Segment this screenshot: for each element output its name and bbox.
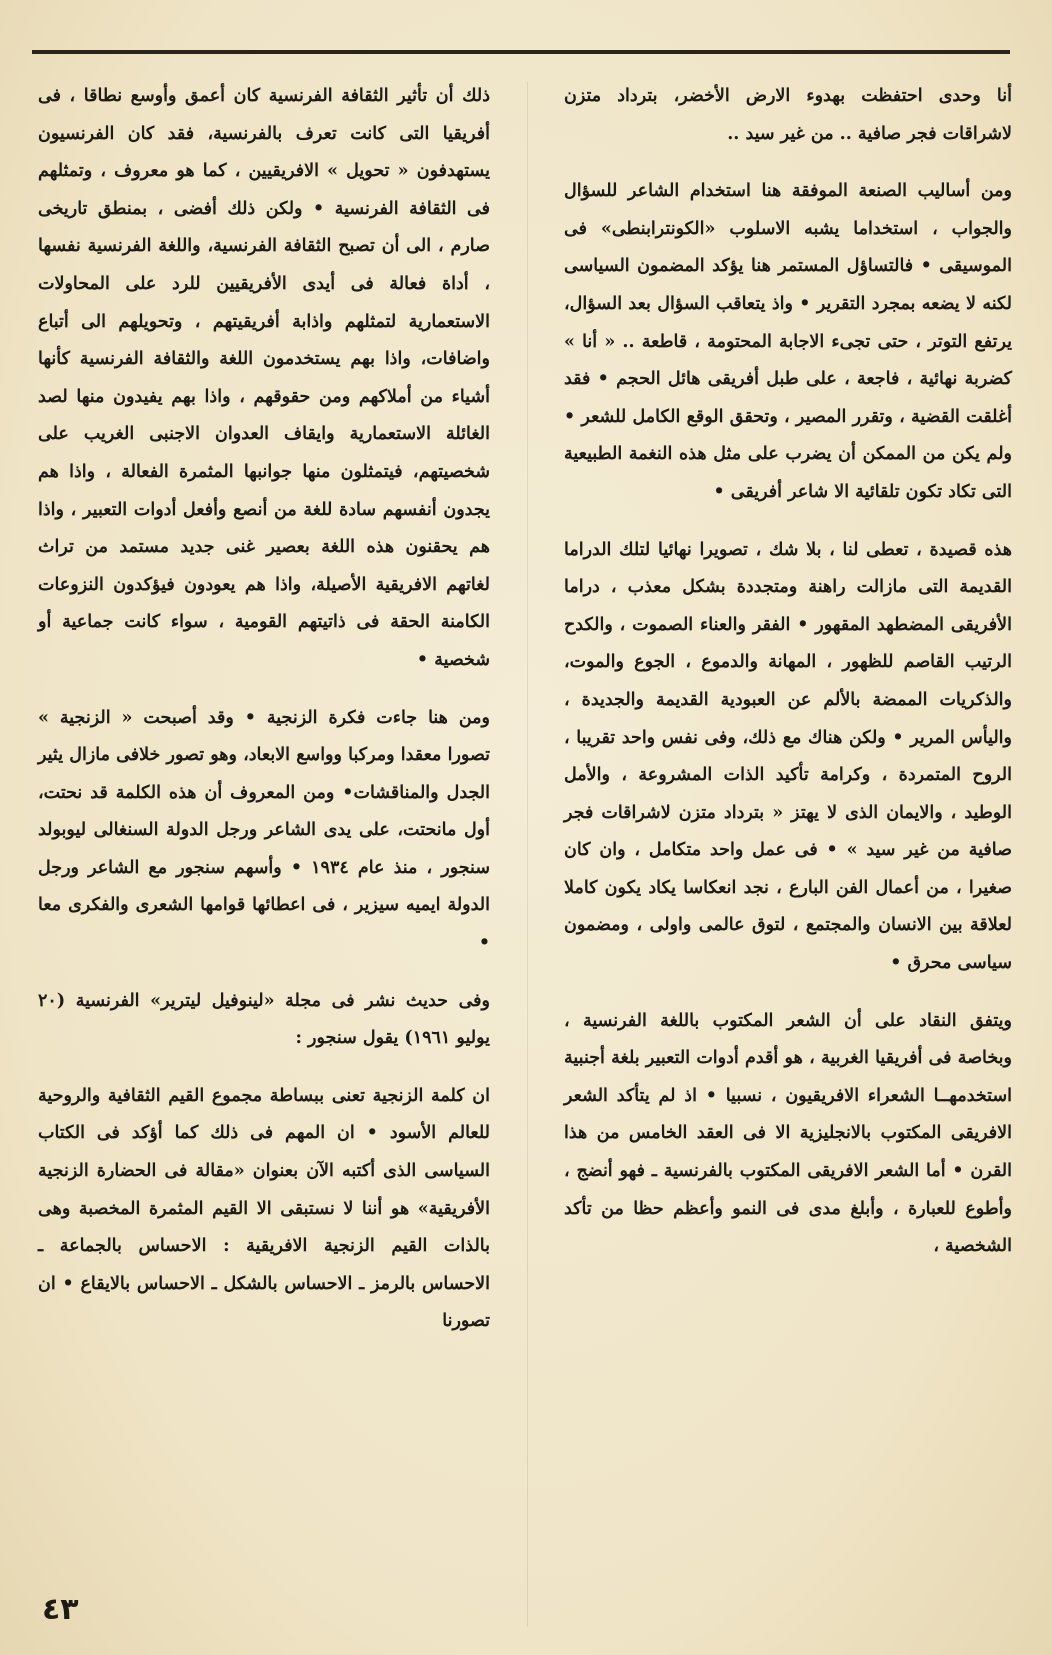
paragraph: ويتفق النقاد على أن الشعر المكتوب باللغة الفرنسية ، وبخاصة فى أفريقيا الغربية ، هو أقدم أدوات التعبير بلغة أجنبية استخدمهــا الشعراء الافريقيون ، نسبيا • اذ لم يتأكد الشعر الافريقى المكتوب بالانجليزية الا فى العقد الخامس من هذا القرن • أما الشعر الافريقى المكتوب بالفرنسية ـ فهو أنضج ، وأطوع للعبارة ، وأبلغ مدى فى النمو وأعظم حظا من تأكد الشخصية ، (564, 1010, 1012, 1257)
paragraph: ومن أساليب الصنعة الموفقة هنا استخدام الشاعر للسؤال والجواب ، استخداما يشبه الاسلوب «الكونترابنطى» فى الموسيقى • فالتساؤل المستمر هنا يؤكد المضمون السياسى لكنه لا يضعه بمجرد التقرير • واذ يتعاقب السؤال بعد السؤال، يرتفع التوتر ، حتى تجىء الاجابة المحتومة ، قاطعة .. « أنا » كضربة نهائية ، فاجعة ، على طبل أفريقى هائل الحجم • فقد أغلقت القضية ، وتقرر المصير ، وتحقق الوقع الكامل للشعر • ولم يكن من الممكن أن يضرب على مثل هذه النغمة الطبيعية التى تكاد تكون تلقائية الا شاعر أفريقى • (564, 181, 1012, 502)
paragraph: هذه قصيدة ، تعطى لنا ، بلا شك ، تصويرا نهائيا لتلك الدراما القديمة التى مازالت راهنة ومتجددة بشكل معذب ، دراما الأفريقى المضطهد المقهور • الفقر والعناء الصموت ، والكدح الرتيب القاصم للظهور ، المهانة والدموع ، الجوع والموت، والذكريات الممضة بالألم عن العبودية القديمة والجديدة ، واليأس المرير • ولكن هناك مع ذلك، وفى نفس واحد تقريبا ، الروح المتمردة ، وكرامة تأكيد الذات المشروعة ، والأمل الوطيد ، والايمان الذى لا يهتز « بترداد متزن لاشراقات فجر صافية من غير سيد » • فى عمل واحد متكامل ، وان كان صغيرا ، من أعمال الفن البارع ، نجد انعكاسا يكاد يكون كاملا لعلاقة بين الانسان والمجتمع ، لتوق عالمى واولى ، ومضمون سياسى محرق • (564, 539, 1012, 974)
paragraph: أنا وحدى احتفظت بهدوء الارض الأخضر، بترداد متزن لاشراقات فجر صافية .. من غير سيد .. (564, 86, 1012, 144)
paragraph: وفى حديث نشر فى مجلة «لينوفيل ليترير» الفرنسية (٢٠ يوليو ١٩٦١) يقول سنجور : (38, 990, 490, 1049)
paragraph: ان كلمة الزنجية تعنى ببساطة مجموع القيم الثقافية والروحية للعالم الأسود • ان المهم فى ذلك كما أؤكد فى الكتاب السياسى الذى أكتبه الآن بعنوان «مقالة فى الحضارة الزنجية الأفريقية» هو أننا لا نستبقى الا القيم المثمرة المخصبة وهى بالذات القيم الزنجية الافريقية : الاحساس بالجماعة ـ الاحساس بالرمز ـ الاحساس بالشكل ـ الاحساس بالايقاع • ان تصورنا (38, 1085, 490, 1332)
column-gutter (527, 82, 528, 1627)
paragraph: ومن هنا جاءت فكرة الزنجية • وقد أصبحت « الزنجية » تصورا معقدا ومركبا وواسع الابعاد، وهو تصور خلافى مازال يثير الجدل والمناقشات• ومن المعروف أن هذه الكلمة قد نحتت، أول مانحتت، على يدى الشاعر ورجل الدولة السنغالى ليوبولد سنجور ، منذ عام ١٩٣٤ • وأسهم سنجور مع الشاعر ورجل الدولة ايميه سيزير ، فى اعطائها قوامها الشعرى والفكرى معا • (38, 707, 490, 954)
page-number: ٤٣ (42, 1592, 79, 1627)
paragraph: ذلك أن تأثير الثقافة الفرنسية كان أعمق وأوسع نطاقا ، فى أفريقيا التى كانت تعرف بالفرنسية، فقد كان الفرنسيون يستهدفون « تحويل » الافريقيين ، كما هو معروف ، وتمثلهم فى الثقافة الفرنسية • ولكن ذلك أفضى ، بمنطق تاريخى صارم ، الى أن تصبح الثقافة الفرنسية، واللغة الفرنسية نفسها ، أداة فعالة فى أيدى الأفريقيين للرد على المحاولات الاستعمارية لتمثلهم واذابة أفريقيتهم ، وتحويلهم الى أتباع واضافات، واذا بهم يستخدمون اللغة والثقافة الفرنسية كأنها أشياء من أملاكهم ومن حقوقهم ، واذا بهم يفيدون منها لصد الغائلة الاستعمارية وايقاف العدوان الاجنبى الغريب على شخصيتهم، فيتمثلون منها جوانبها المثمرة الفعالة ، واذا هم يجدون أنفسهم سادة للغة من أنصع وأفعل أدوات التعبير ، واذا هم يحقنون هذه اللغة بعصير غنى جديد مستمد من تراث لغاتهم الافريقية الأصيلة، واذا هم يعودون فيؤكدون النزوعات الكامنة الحقة فى ذاتيتهم القومية ، سواء كانت جماعية أو شخصية • (38, 86, 490, 670)
left-column (38, 78, 490, 1341)
top-rule (32, 50, 1010, 54)
right-column (564, 78, 1012, 1266)
